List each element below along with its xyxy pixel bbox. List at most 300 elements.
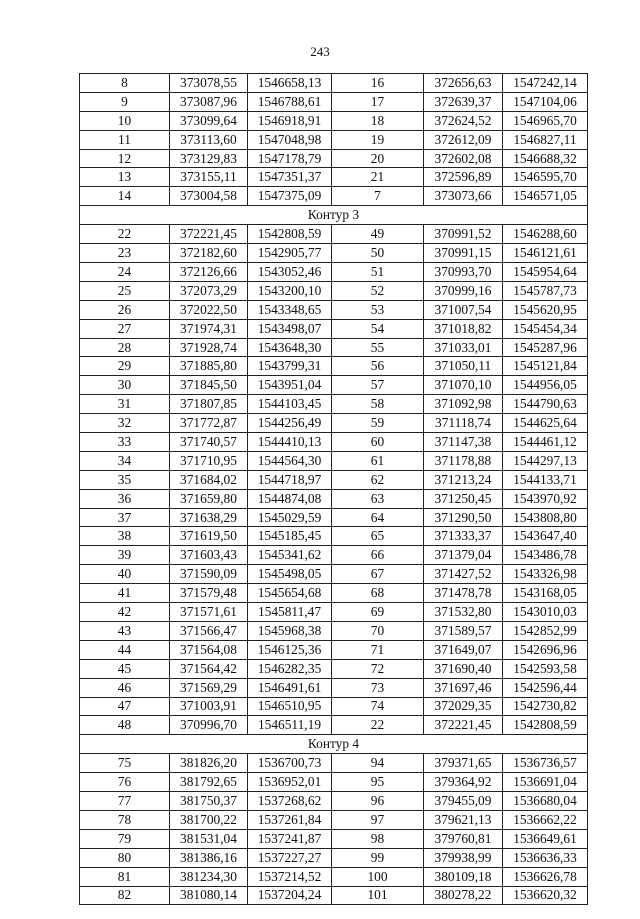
point-number-cell: 52 bbox=[332, 281, 424, 300]
y-coordinate-cell: 1544874,08 bbox=[248, 489, 332, 508]
y-coordinate-cell: 1537268,62 bbox=[248, 792, 332, 811]
point-number-cell: 8 bbox=[80, 74, 170, 93]
point-number-cell: 24 bbox=[80, 263, 170, 282]
y-coordinate-cell: 1537261,84 bbox=[248, 810, 332, 829]
page-number: 243 bbox=[310, 44, 330, 59]
point-number-cell: 14 bbox=[80, 187, 170, 206]
y-coordinate-cell: 1546688,32 bbox=[503, 149, 588, 168]
y-coordinate-cell: 1544718,97 bbox=[248, 470, 332, 489]
coordinates-table-body bbox=[80, 74, 588, 905]
table-row bbox=[80, 565, 588, 584]
y-coordinate-cell: 1547242,14 bbox=[503, 74, 588, 93]
y-coordinate-cell: 1546288,60 bbox=[503, 225, 588, 244]
y-coordinate-cell: 1547375,09 bbox=[248, 187, 332, 206]
y-coordinate-cell: 1546658,13 bbox=[248, 74, 332, 93]
x-coordinate-cell: 370991,52 bbox=[424, 225, 503, 244]
table-row bbox=[80, 621, 588, 640]
table-row bbox=[80, 338, 588, 357]
y-coordinate-cell: 1545811,47 bbox=[248, 603, 332, 622]
point-number-cell: 34 bbox=[80, 451, 170, 470]
x-coordinate-cell: 371147,38 bbox=[424, 433, 503, 452]
y-coordinate-cell: 1545787,73 bbox=[503, 281, 588, 300]
table-row bbox=[80, 300, 588, 319]
point-number-cell: 46 bbox=[80, 678, 170, 697]
x-coordinate-cell: 371697,46 bbox=[424, 678, 503, 697]
point-number-cell: 35 bbox=[80, 470, 170, 489]
table-row bbox=[80, 149, 588, 168]
y-coordinate-cell: 1546571,05 bbox=[503, 187, 588, 206]
table-row bbox=[80, 244, 588, 263]
x-coordinate-cell: 371290,50 bbox=[424, 508, 503, 527]
x-coordinate-cell: 370993,70 bbox=[424, 263, 503, 282]
point-number-cell: 74 bbox=[332, 697, 424, 716]
table-row bbox=[80, 584, 588, 603]
y-coordinate-cell: 1543970,92 bbox=[503, 489, 588, 508]
y-coordinate-cell: 1545121,84 bbox=[503, 357, 588, 376]
table-row bbox=[80, 546, 588, 565]
y-coordinate-cell: 1543010,03 bbox=[503, 603, 588, 622]
y-coordinate-cell: 1545654,68 bbox=[248, 584, 332, 603]
x-coordinate-cell: 371018,82 bbox=[424, 319, 503, 338]
point-number-cell: 43 bbox=[80, 621, 170, 640]
point-number-cell: 61 bbox=[332, 451, 424, 470]
y-coordinate-cell: 1547178,79 bbox=[248, 149, 332, 168]
y-coordinate-cell: 1544564,30 bbox=[248, 451, 332, 470]
x-coordinate-cell: 372073,29 bbox=[170, 281, 248, 300]
point-number-cell: 76 bbox=[80, 773, 170, 792]
x-coordinate-cell: 372221,45 bbox=[170, 225, 248, 244]
y-coordinate-cell: 1547048,98 bbox=[248, 130, 332, 149]
y-coordinate-cell: 1543348,65 bbox=[248, 300, 332, 319]
x-coordinate-cell: 373113,60 bbox=[170, 130, 248, 149]
x-coordinate-cell: 371178,88 bbox=[424, 451, 503, 470]
y-coordinate-cell: 1536626,78 bbox=[503, 867, 588, 886]
x-coordinate-cell: 372596,89 bbox=[424, 168, 503, 187]
point-number-cell: 82 bbox=[80, 886, 170, 905]
point-number-cell: 96 bbox=[332, 792, 424, 811]
y-coordinate-cell: 1543168,05 bbox=[503, 584, 588, 603]
y-coordinate-cell: 1536736,57 bbox=[503, 754, 588, 773]
y-coordinate-cell: 1546965,70 bbox=[503, 111, 588, 130]
x-coordinate-cell: 381700,22 bbox=[170, 810, 248, 829]
y-coordinate-cell: 1545454,34 bbox=[503, 319, 588, 338]
point-number-cell: 49 bbox=[332, 225, 424, 244]
x-coordinate-cell: 373155,11 bbox=[170, 168, 248, 187]
table-row bbox=[80, 697, 588, 716]
table-row bbox=[80, 716, 588, 735]
y-coordinate-cell: 1545620,95 bbox=[503, 300, 588, 319]
y-coordinate-cell: 1546282,35 bbox=[248, 659, 332, 678]
x-coordinate-cell: 373099,64 bbox=[170, 111, 248, 130]
y-coordinate-cell: 1536691,04 bbox=[503, 773, 588, 792]
y-coordinate-cell: 1544625,64 bbox=[503, 414, 588, 433]
table-row bbox=[80, 527, 588, 546]
table-row bbox=[80, 357, 588, 376]
point-number-cell: 57 bbox=[332, 376, 424, 395]
x-coordinate-cell: 379621,13 bbox=[424, 810, 503, 829]
y-coordinate-cell: 1542808,59 bbox=[248, 225, 332, 244]
y-coordinate-cell: 1544256,49 bbox=[248, 414, 332, 433]
y-coordinate-cell: 1546788,61 bbox=[248, 92, 332, 111]
point-number-cell: 40 bbox=[80, 565, 170, 584]
table-row bbox=[80, 659, 588, 678]
y-coordinate-cell: 1537204,24 bbox=[248, 886, 332, 905]
x-coordinate-cell: 379455,09 bbox=[424, 792, 503, 811]
table-row bbox=[80, 263, 588, 282]
table-row bbox=[80, 111, 588, 130]
y-coordinate-cell: 1546125,36 bbox=[248, 640, 332, 659]
x-coordinate-cell: 371710,95 bbox=[170, 451, 248, 470]
point-number-cell: 30 bbox=[80, 376, 170, 395]
x-coordinate-cell: 373087,96 bbox=[170, 92, 248, 111]
x-coordinate-cell: 371092,98 bbox=[424, 395, 503, 414]
y-coordinate-cell: 1542905,77 bbox=[248, 244, 332, 263]
point-number-cell: 60 bbox=[332, 433, 424, 452]
y-coordinate-cell: 1546827,11 bbox=[503, 130, 588, 149]
point-number-cell: 29 bbox=[80, 357, 170, 376]
point-number-cell: 19 bbox=[332, 130, 424, 149]
table-row bbox=[80, 470, 588, 489]
x-coordinate-cell: 371070,10 bbox=[424, 376, 503, 395]
point-number-cell: 75 bbox=[80, 754, 170, 773]
y-coordinate-cell: 1543808,80 bbox=[503, 508, 588, 527]
table-row bbox=[80, 74, 588, 93]
x-coordinate-cell: 381792,65 bbox=[170, 773, 248, 792]
point-number-cell: 59 bbox=[332, 414, 424, 433]
point-number-cell: 33 bbox=[80, 433, 170, 452]
y-coordinate-cell: 1545287,96 bbox=[503, 338, 588, 357]
point-number-cell: 70 bbox=[332, 621, 424, 640]
point-number-cell: 17 bbox=[332, 92, 424, 111]
y-coordinate-cell: 1536952,01 bbox=[248, 773, 332, 792]
x-coordinate-cell: 371532,80 bbox=[424, 603, 503, 622]
x-coordinate-cell: 381080,14 bbox=[170, 886, 248, 905]
y-coordinate-cell: 1544410,13 bbox=[248, 433, 332, 452]
x-coordinate-cell: 372639,37 bbox=[424, 92, 503, 111]
table-row bbox=[80, 187, 588, 206]
x-coordinate-cell: 379760,81 bbox=[424, 829, 503, 848]
point-number-cell: 7 bbox=[332, 187, 424, 206]
point-number-cell: 98 bbox=[332, 829, 424, 848]
point-number-cell: 16 bbox=[332, 74, 424, 93]
point-number-cell: 22 bbox=[332, 716, 424, 735]
y-coordinate-cell: 1546595,70 bbox=[503, 168, 588, 187]
contour-heading: Контур 4 bbox=[80, 735, 588, 754]
y-coordinate-cell: 1545968,38 bbox=[248, 621, 332, 640]
x-coordinate-cell: 371684,02 bbox=[170, 470, 248, 489]
y-coordinate-cell: 1536620,32 bbox=[503, 886, 588, 905]
x-coordinate-cell: 372029,35 bbox=[424, 697, 503, 716]
point-number-cell: 38 bbox=[80, 527, 170, 546]
y-coordinate-cell: 1543951,04 bbox=[248, 376, 332, 395]
point-number-cell: 77 bbox=[80, 792, 170, 811]
table-row bbox=[80, 508, 588, 527]
point-number-cell: 73 bbox=[332, 678, 424, 697]
table-row bbox=[80, 792, 588, 811]
x-coordinate-cell: 371590,09 bbox=[170, 565, 248, 584]
table-row bbox=[80, 168, 588, 187]
y-coordinate-cell: 1542596,44 bbox=[503, 678, 588, 697]
x-coordinate-cell: 379371,65 bbox=[424, 754, 503, 773]
x-coordinate-cell: 373129,83 bbox=[170, 149, 248, 168]
x-coordinate-cell: 371740,57 bbox=[170, 433, 248, 452]
y-coordinate-cell: 1544956,05 bbox=[503, 376, 588, 395]
point-number-cell: 12 bbox=[80, 149, 170, 168]
y-coordinate-cell: 1545341,62 bbox=[248, 546, 332, 565]
table-row bbox=[80, 678, 588, 697]
x-coordinate-cell: 371845,50 bbox=[170, 376, 248, 395]
point-number-cell: 26 bbox=[80, 300, 170, 319]
y-coordinate-cell: 1536680,04 bbox=[503, 792, 588, 811]
point-number-cell: 67 bbox=[332, 565, 424, 584]
x-coordinate-cell: 381531,04 bbox=[170, 829, 248, 848]
x-coordinate-cell: 371213,24 bbox=[424, 470, 503, 489]
point-number-cell: 47 bbox=[80, 697, 170, 716]
point-number-cell: 39 bbox=[80, 546, 170, 565]
x-coordinate-cell: 371974,31 bbox=[170, 319, 248, 338]
table-row bbox=[80, 319, 588, 338]
x-coordinate-cell: 371569,29 bbox=[170, 678, 248, 697]
x-coordinate-cell: 373073,66 bbox=[424, 187, 503, 206]
table-row bbox=[80, 92, 588, 111]
y-coordinate-cell: 1544133,71 bbox=[503, 470, 588, 489]
point-number-cell: 42 bbox=[80, 603, 170, 622]
table-row bbox=[80, 376, 588, 395]
point-number-cell: 41 bbox=[80, 584, 170, 603]
point-number-cell: 22 bbox=[80, 225, 170, 244]
x-coordinate-cell: 372612,09 bbox=[424, 130, 503, 149]
x-coordinate-cell: 371638,29 bbox=[170, 508, 248, 527]
x-coordinate-cell: 371564,08 bbox=[170, 640, 248, 659]
x-coordinate-cell: 371603,43 bbox=[170, 546, 248, 565]
point-number-cell: 32 bbox=[80, 414, 170, 433]
point-number-cell: 101 bbox=[332, 886, 424, 905]
point-number-cell: 9 bbox=[80, 92, 170, 111]
point-number-cell: 69 bbox=[332, 603, 424, 622]
point-number-cell: 37 bbox=[80, 508, 170, 527]
y-coordinate-cell: 1546510,95 bbox=[248, 697, 332, 716]
point-number-cell: 56 bbox=[332, 357, 424, 376]
point-number-cell: 63 bbox=[332, 489, 424, 508]
x-coordinate-cell: 373004,58 bbox=[170, 187, 248, 206]
y-coordinate-cell: 1545185,45 bbox=[248, 527, 332, 546]
x-coordinate-cell: 371379,04 bbox=[424, 546, 503, 565]
y-coordinate-cell: 1543799,31 bbox=[248, 357, 332, 376]
y-coordinate-cell: 1546511,19 bbox=[248, 716, 332, 735]
x-coordinate-cell: 371649,07 bbox=[424, 640, 503, 659]
y-coordinate-cell: 1536649,61 bbox=[503, 829, 588, 848]
point-number-cell: 71 bbox=[332, 640, 424, 659]
y-coordinate-cell: 1537241,87 bbox=[248, 829, 332, 848]
point-number-cell: 45 bbox=[80, 659, 170, 678]
contour-heading: Контур 3 bbox=[80, 206, 588, 225]
point-number-cell: 66 bbox=[332, 546, 424, 565]
x-coordinate-cell: 379364,92 bbox=[424, 773, 503, 792]
x-coordinate-cell: 379938,99 bbox=[424, 848, 503, 867]
point-number-cell: 53 bbox=[332, 300, 424, 319]
x-coordinate-cell: 381234,30 bbox=[170, 867, 248, 886]
point-number-cell: 95 bbox=[332, 773, 424, 792]
contour-heading-row bbox=[80, 735, 588, 754]
point-number-cell: 72 bbox=[332, 659, 424, 678]
x-coordinate-cell: 381826,20 bbox=[170, 754, 248, 773]
x-coordinate-cell: 371250,45 bbox=[424, 489, 503, 508]
x-coordinate-cell: 371659,80 bbox=[170, 489, 248, 508]
y-coordinate-cell: 1545498,05 bbox=[248, 565, 332, 584]
y-coordinate-cell: 1544790,63 bbox=[503, 395, 588, 414]
y-coordinate-cell: 1543486,78 bbox=[503, 546, 588, 565]
y-coordinate-cell: 1547104,06 bbox=[503, 92, 588, 111]
table-row bbox=[80, 414, 588, 433]
x-coordinate-cell: 372182,60 bbox=[170, 244, 248, 263]
x-coordinate-cell: 371050,11 bbox=[424, 357, 503, 376]
point-number-cell: 81 bbox=[80, 867, 170, 886]
table-row bbox=[80, 451, 588, 470]
x-coordinate-cell: 371571,61 bbox=[170, 603, 248, 622]
point-number-cell: 55 bbox=[332, 338, 424, 357]
table-row bbox=[80, 829, 588, 848]
x-coordinate-cell: 370999,16 bbox=[424, 281, 503, 300]
x-coordinate-cell: 370996,70 bbox=[170, 716, 248, 735]
point-number-cell: 13 bbox=[80, 168, 170, 187]
y-coordinate-cell: 1542730,82 bbox=[503, 697, 588, 716]
table-row bbox=[80, 810, 588, 829]
point-number-cell: 36 bbox=[80, 489, 170, 508]
x-coordinate-cell: 371478,78 bbox=[424, 584, 503, 603]
point-number-cell: 80 bbox=[80, 848, 170, 867]
x-coordinate-cell: 371427,52 bbox=[424, 565, 503, 584]
x-coordinate-cell: 371579,48 bbox=[170, 584, 248, 603]
y-coordinate-cell: 1546918,91 bbox=[248, 111, 332, 130]
x-coordinate-cell: 371566,47 bbox=[170, 621, 248, 640]
table-row bbox=[80, 640, 588, 659]
point-number-cell: 51 bbox=[332, 263, 424, 282]
x-coordinate-cell: 370991,15 bbox=[424, 244, 503, 263]
y-coordinate-cell: 1536636,33 bbox=[503, 848, 588, 867]
y-coordinate-cell: 1543648,30 bbox=[248, 338, 332, 357]
y-coordinate-cell: 1542696,96 bbox=[503, 640, 588, 659]
point-number-cell: 27 bbox=[80, 319, 170, 338]
y-coordinate-cell: 1544297,13 bbox=[503, 451, 588, 470]
point-number-cell: 18 bbox=[332, 111, 424, 130]
table-row bbox=[80, 281, 588, 300]
point-number-cell: 58 bbox=[332, 395, 424, 414]
x-coordinate-cell: 381750,37 bbox=[170, 792, 248, 811]
y-coordinate-cell: 1543052,46 bbox=[248, 263, 332, 282]
table-row bbox=[80, 886, 588, 905]
point-number-cell: 48 bbox=[80, 716, 170, 735]
x-coordinate-cell: 372624,52 bbox=[424, 111, 503, 130]
point-number-cell: 62 bbox=[332, 470, 424, 489]
point-number-cell: 79 bbox=[80, 829, 170, 848]
table-row bbox=[80, 433, 588, 452]
y-coordinate-cell: 1537227,27 bbox=[248, 848, 332, 867]
x-coordinate-cell: 371885,80 bbox=[170, 357, 248, 376]
x-coordinate-cell: 371928,74 bbox=[170, 338, 248, 357]
x-coordinate-cell: 371333,37 bbox=[424, 527, 503, 546]
x-coordinate-cell: 371807,85 bbox=[170, 395, 248, 414]
point-number-cell: 28 bbox=[80, 338, 170, 357]
x-coordinate-cell: 371619,50 bbox=[170, 527, 248, 546]
point-number-cell: 94 bbox=[332, 754, 424, 773]
x-coordinate-cell: 380278,22 bbox=[424, 886, 503, 905]
y-coordinate-cell: 1546121,61 bbox=[503, 244, 588, 263]
x-coordinate-cell: 380109,18 bbox=[424, 867, 503, 886]
y-coordinate-cell: 1537214,52 bbox=[248, 867, 332, 886]
point-number-cell: 10 bbox=[80, 111, 170, 130]
contour-heading-row bbox=[80, 206, 588, 225]
x-coordinate-cell: 372221,45 bbox=[424, 716, 503, 735]
coordinates-table bbox=[79, 73, 588, 905]
table-row bbox=[80, 130, 588, 149]
x-coordinate-cell: 372126,66 bbox=[170, 263, 248, 282]
point-number-cell: 31 bbox=[80, 395, 170, 414]
point-number-cell: 11 bbox=[80, 130, 170, 149]
y-coordinate-cell: 1536662,22 bbox=[503, 810, 588, 829]
x-coordinate-cell: 371003,91 bbox=[170, 697, 248, 716]
point-number-cell: 20 bbox=[332, 149, 424, 168]
table-row bbox=[80, 395, 588, 414]
x-coordinate-cell: 373078,55 bbox=[170, 74, 248, 93]
table-row bbox=[80, 867, 588, 886]
table-row bbox=[80, 603, 588, 622]
table-row bbox=[80, 489, 588, 508]
x-coordinate-cell: 371690,40 bbox=[424, 659, 503, 678]
y-coordinate-cell: 1543647,40 bbox=[503, 527, 588, 546]
point-number-cell: 54 bbox=[332, 319, 424, 338]
y-coordinate-cell: 1544103,45 bbox=[248, 395, 332, 414]
table-row bbox=[80, 773, 588, 792]
y-coordinate-cell: 1546491,61 bbox=[248, 678, 332, 697]
x-coordinate-cell: 371772,87 bbox=[170, 414, 248, 433]
y-coordinate-cell: 1543200,10 bbox=[248, 281, 332, 300]
y-coordinate-cell: 1545029,59 bbox=[248, 508, 332, 527]
x-coordinate-cell: 381386,16 bbox=[170, 848, 248, 867]
y-coordinate-cell: 1542593,58 bbox=[503, 659, 588, 678]
point-number-cell: 100 bbox=[332, 867, 424, 886]
x-coordinate-cell: 371118,74 bbox=[424, 414, 503, 433]
y-coordinate-cell: 1536700,73 bbox=[248, 754, 332, 773]
point-number-cell: 25 bbox=[80, 281, 170, 300]
point-number-cell: 65 bbox=[332, 527, 424, 546]
x-coordinate-cell: 371033,01 bbox=[424, 338, 503, 357]
point-number-cell: 21 bbox=[332, 168, 424, 187]
point-number-cell: 64 bbox=[332, 508, 424, 527]
y-coordinate-cell: 1544461,12 bbox=[503, 433, 588, 452]
point-number-cell: 97 bbox=[332, 810, 424, 829]
y-coordinate-cell: 1543326,98 bbox=[503, 565, 588, 584]
x-coordinate-cell: 371589,57 bbox=[424, 621, 503, 640]
y-coordinate-cell: 1545954,64 bbox=[503, 263, 588, 282]
x-coordinate-cell: 371564,42 bbox=[170, 659, 248, 678]
y-coordinate-cell: 1543498,07 bbox=[248, 319, 332, 338]
point-number-cell: 23 bbox=[80, 244, 170, 263]
x-coordinate-cell: 372022,50 bbox=[170, 300, 248, 319]
x-coordinate-cell: 372602,08 bbox=[424, 149, 503, 168]
point-number-cell: 78 bbox=[80, 810, 170, 829]
y-coordinate-cell: 1542808,59 bbox=[503, 716, 588, 735]
table-row bbox=[80, 225, 588, 244]
table-row bbox=[80, 848, 588, 867]
y-coordinate-cell: 1547351,37 bbox=[248, 168, 332, 187]
point-number-cell: 68 bbox=[332, 584, 424, 603]
x-coordinate-cell: 372656,63 bbox=[424, 74, 503, 93]
x-coordinate-cell: 371007,54 bbox=[424, 300, 503, 319]
point-number-cell: 44 bbox=[80, 640, 170, 659]
point-number-cell: 50 bbox=[332, 244, 424, 263]
table-row bbox=[80, 754, 588, 773]
y-coordinate-cell: 1542852,99 bbox=[503, 621, 588, 640]
